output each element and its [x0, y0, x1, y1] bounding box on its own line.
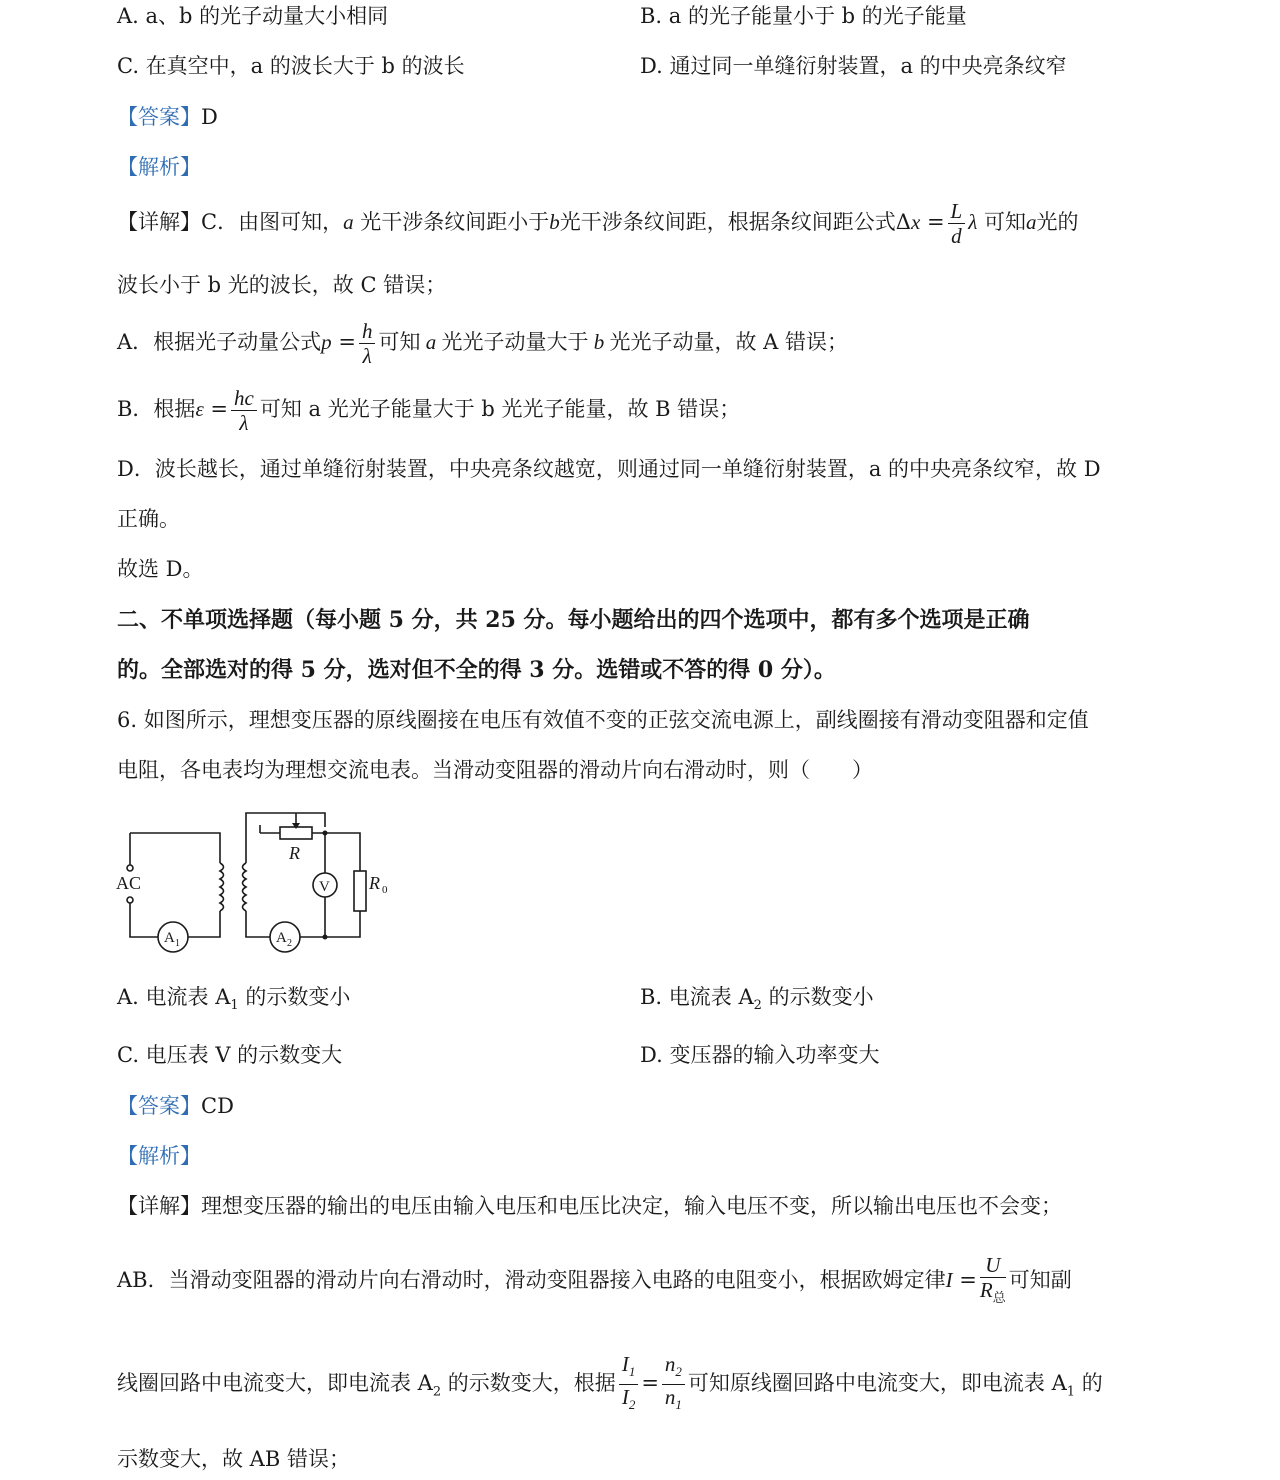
rheostat-right-lead	[312, 833, 360, 871]
var-b: b	[588, 330, 610, 354]
text: AB．当滑动变阻器的滑动片向右滑动时，滑动变阻器接入电路的电阻变小，根据欧姆定律	[117, 1268, 946, 1292]
text: 理想变压器的输出的电压由输入电压和电压比决定，输入电压不变，所以输出电压也不会变；	[201, 1194, 1062, 1218]
q6-analysis-tag: 【解析】	[117, 1144, 201, 1168]
q6-option-b	[640, 983, 874, 1020]
q5-detail-a-line	[117, 314, 848, 370]
text: 的示数变大，根据	[441, 1371, 616, 1396]
subscript: 2	[432, 1384, 442, 1400]
detail-tag: 【详解】	[117, 210, 201, 234]
text: A. 电流表 A	[117, 985, 231, 1009]
subscript: 1	[1066, 1384, 1076, 1400]
text: 可知原线圈回路中电流变大，即电流表 A	[687, 1371, 1067, 1396]
subscript: 1	[230, 998, 239, 1014]
q5-analysis-tag: 【解析】	[117, 155, 201, 179]
q5-option-a: A. a、b 的光子动量大小相同	[117, 4, 389, 28]
q6-detail-line4: 示数变大，故 AB 错误；	[117, 1447, 350, 1471]
ac-label: AC	[116, 873, 142, 893]
text: C．由图可知，	[201, 210, 344, 234]
section2-title-line2: 的。全部选对的得 5 分，选对但不全的得 3 分。选错或不答的得 0 分）。	[117, 657, 836, 683]
primary-coil	[220, 863, 224, 911]
text: 可知 a 光光子能量大于 b 光光子能量，故 B 错误；	[259, 397, 741, 421]
secondary-wire-bottom-left	[246, 911, 270, 937]
q6-stem-line2: 电阻，各电表均为理想交流电表。当滑动变阻器的滑动片向右滑动时，则（ ）	[117, 758, 873, 782]
r0-sub: 0	[382, 884, 388, 896]
r0-label: R	[369, 873, 380, 893]
q5-detail-c-line1	[117, 196, 1079, 248]
q5-option-d: D. 通过同一单缝衍射装置，a 的中央亮条纹窄	[640, 54, 1067, 78]
q6-detail-line3	[117, 1352, 1103, 1423]
resistor-r0	[354, 871, 366, 911]
text: 可知	[984, 210, 1027, 234]
r-label: R	[289, 843, 300, 863]
slider-arrow-head	[292, 823, 300, 829]
subscript: 2	[753, 998, 762, 1014]
primary-wire-left-bottom	[130, 903, 158, 937]
node-top	[323, 831, 328, 836]
ac-terminal-top	[127, 865, 133, 871]
var-a: a	[343, 210, 354, 234]
q6-option-a	[117, 983, 350, 1020]
answer-tag: 【答案】	[117, 1094, 201, 1118]
text: B．根据	[117, 397, 196, 421]
a1-sub: 1	[175, 938, 180, 949]
primary-wire-right	[188, 911, 220, 937]
answer-tag: 【答案】	[117, 105, 201, 129]
text: B. 电流表 A	[640, 985, 754, 1009]
ohm-formula: I = $\frac{U}{R_总}$	[945, 1252, 1006, 1306]
q5-detail-d-line2: 正确。	[117, 507, 180, 531]
q6-stem-line1: 6. 如图所示，理想变压器的原线圈接在电压有效值不变的正弦交流电源上，副线圈接有滑动变阻器和定值	[117, 708, 1089, 732]
q5-detail-b-line	[117, 382, 740, 436]
section2-title-line1: 二、不单项选择题（每小题 5 分，共 25 分。每小题给出的四个选项中，都有多个选项是正确	[117, 607, 1030, 633]
answer-value: D	[201, 105, 218, 129]
text: 光干涉条纹间距，根据条纹间距公式	[559, 210, 896, 234]
a1-label: A	[164, 930, 175, 946]
answer-value: CD	[201, 1094, 234, 1118]
ac-terminal-bottom	[127, 897, 133, 903]
text: 线圈回路中电流变大，即电流表 A	[117, 1371, 433, 1396]
secondary-wire-bottom-right	[300, 911, 360, 937]
a2-label: A	[276, 930, 287, 946]
circuit-diagram	[110, 805, 410, 955]
q6-option-c: C. 电压表 V 的示数变大	[117, 1043, 343, 1067]
rheostat-slider-wire	[246, 813, 325, 863]
primary-wire-top	[130, 833, 220, 863]
var-a: a	[1026, 210, 1037, 234]
q5-detail-c-line2: 波长小于 b 光的波长，故 C 错误；	[117, 273, 447, 297]
text: 光光子动量大于	[441, 330, 589, 354]
q5-option-b: B. a 的光子能量小于 b 的光子能量	[640, 4, 967, 28]
text: 可知副	[1008, 1268, 1072, 1292]
a2-sub: 2	[287, 938, 292, 949]
var-b: b	[549, 210, 560, 234]
q5-option-c: C. 在真空中，a 的波长大于 b 的波长	[117, 54, 465, 78]
text: 光光子动量，故 A 错误；	[609, 330, 848, 354]
var-a: a	[420, 330, 442, 354]
fringe-formula: Δx = $\frac{L}{d}$ λ	[895, 199, 978, 248]
text: 的	[1075, 1371, 1103, 1396]
ratio-formula: $\frac{I_1}{I_2}$ = $\frac{n_2}{n_1}$	[616, 1371, 688, 1395]
text: 的示数变小	[238, 985, 351, 1009]
q6-detail-ab-line	[117, 1250, 1072, 1310]
q5-detail-d-line1: D．波长越长，通过单缝衍射装置，中央亮条纹越宽，则通过同一单缝衍射装置，a 的中央亮条纹窄，故 D	[117, 457, 1101, 481]
q6-detail-line1	[117, 1192, 1062, 1220]
node-bottom	[323, 935, 328, 940]
q6-option-d: D. 变压器的输入功率变大	[640, 1043, 880, 1067]
q5-conclusion: 故选 D。	[117, 557, 204, 581]
v-label: V	[319, 879, 330, 895]
secondary-coil	[243, 863, 247, 911]
text: A．根据光子动量公式	[117, 330, 322, 354]
momentum-formula: p = $\frac{h}{\lambda}$	[321, 330, 378, 354]
energy-formula: ε = $\frac{hc}{\lambda}$	[195, 397, 259, 421]
detail-tag: 【详解】	[117, 1194, 201, 1218]
text: 光干涉条纹间距小于	[360, 210, 550, 234]
text: 的示数变小	[761, 985, 874, 1009]
text: 光的	[1036, 210, 1079, 234]
text: 可知	[378, 330, 421, 354]
q6-answer	[117, 1092, 234, 1120]
q5-answer	[117, 103, 218, 131]
